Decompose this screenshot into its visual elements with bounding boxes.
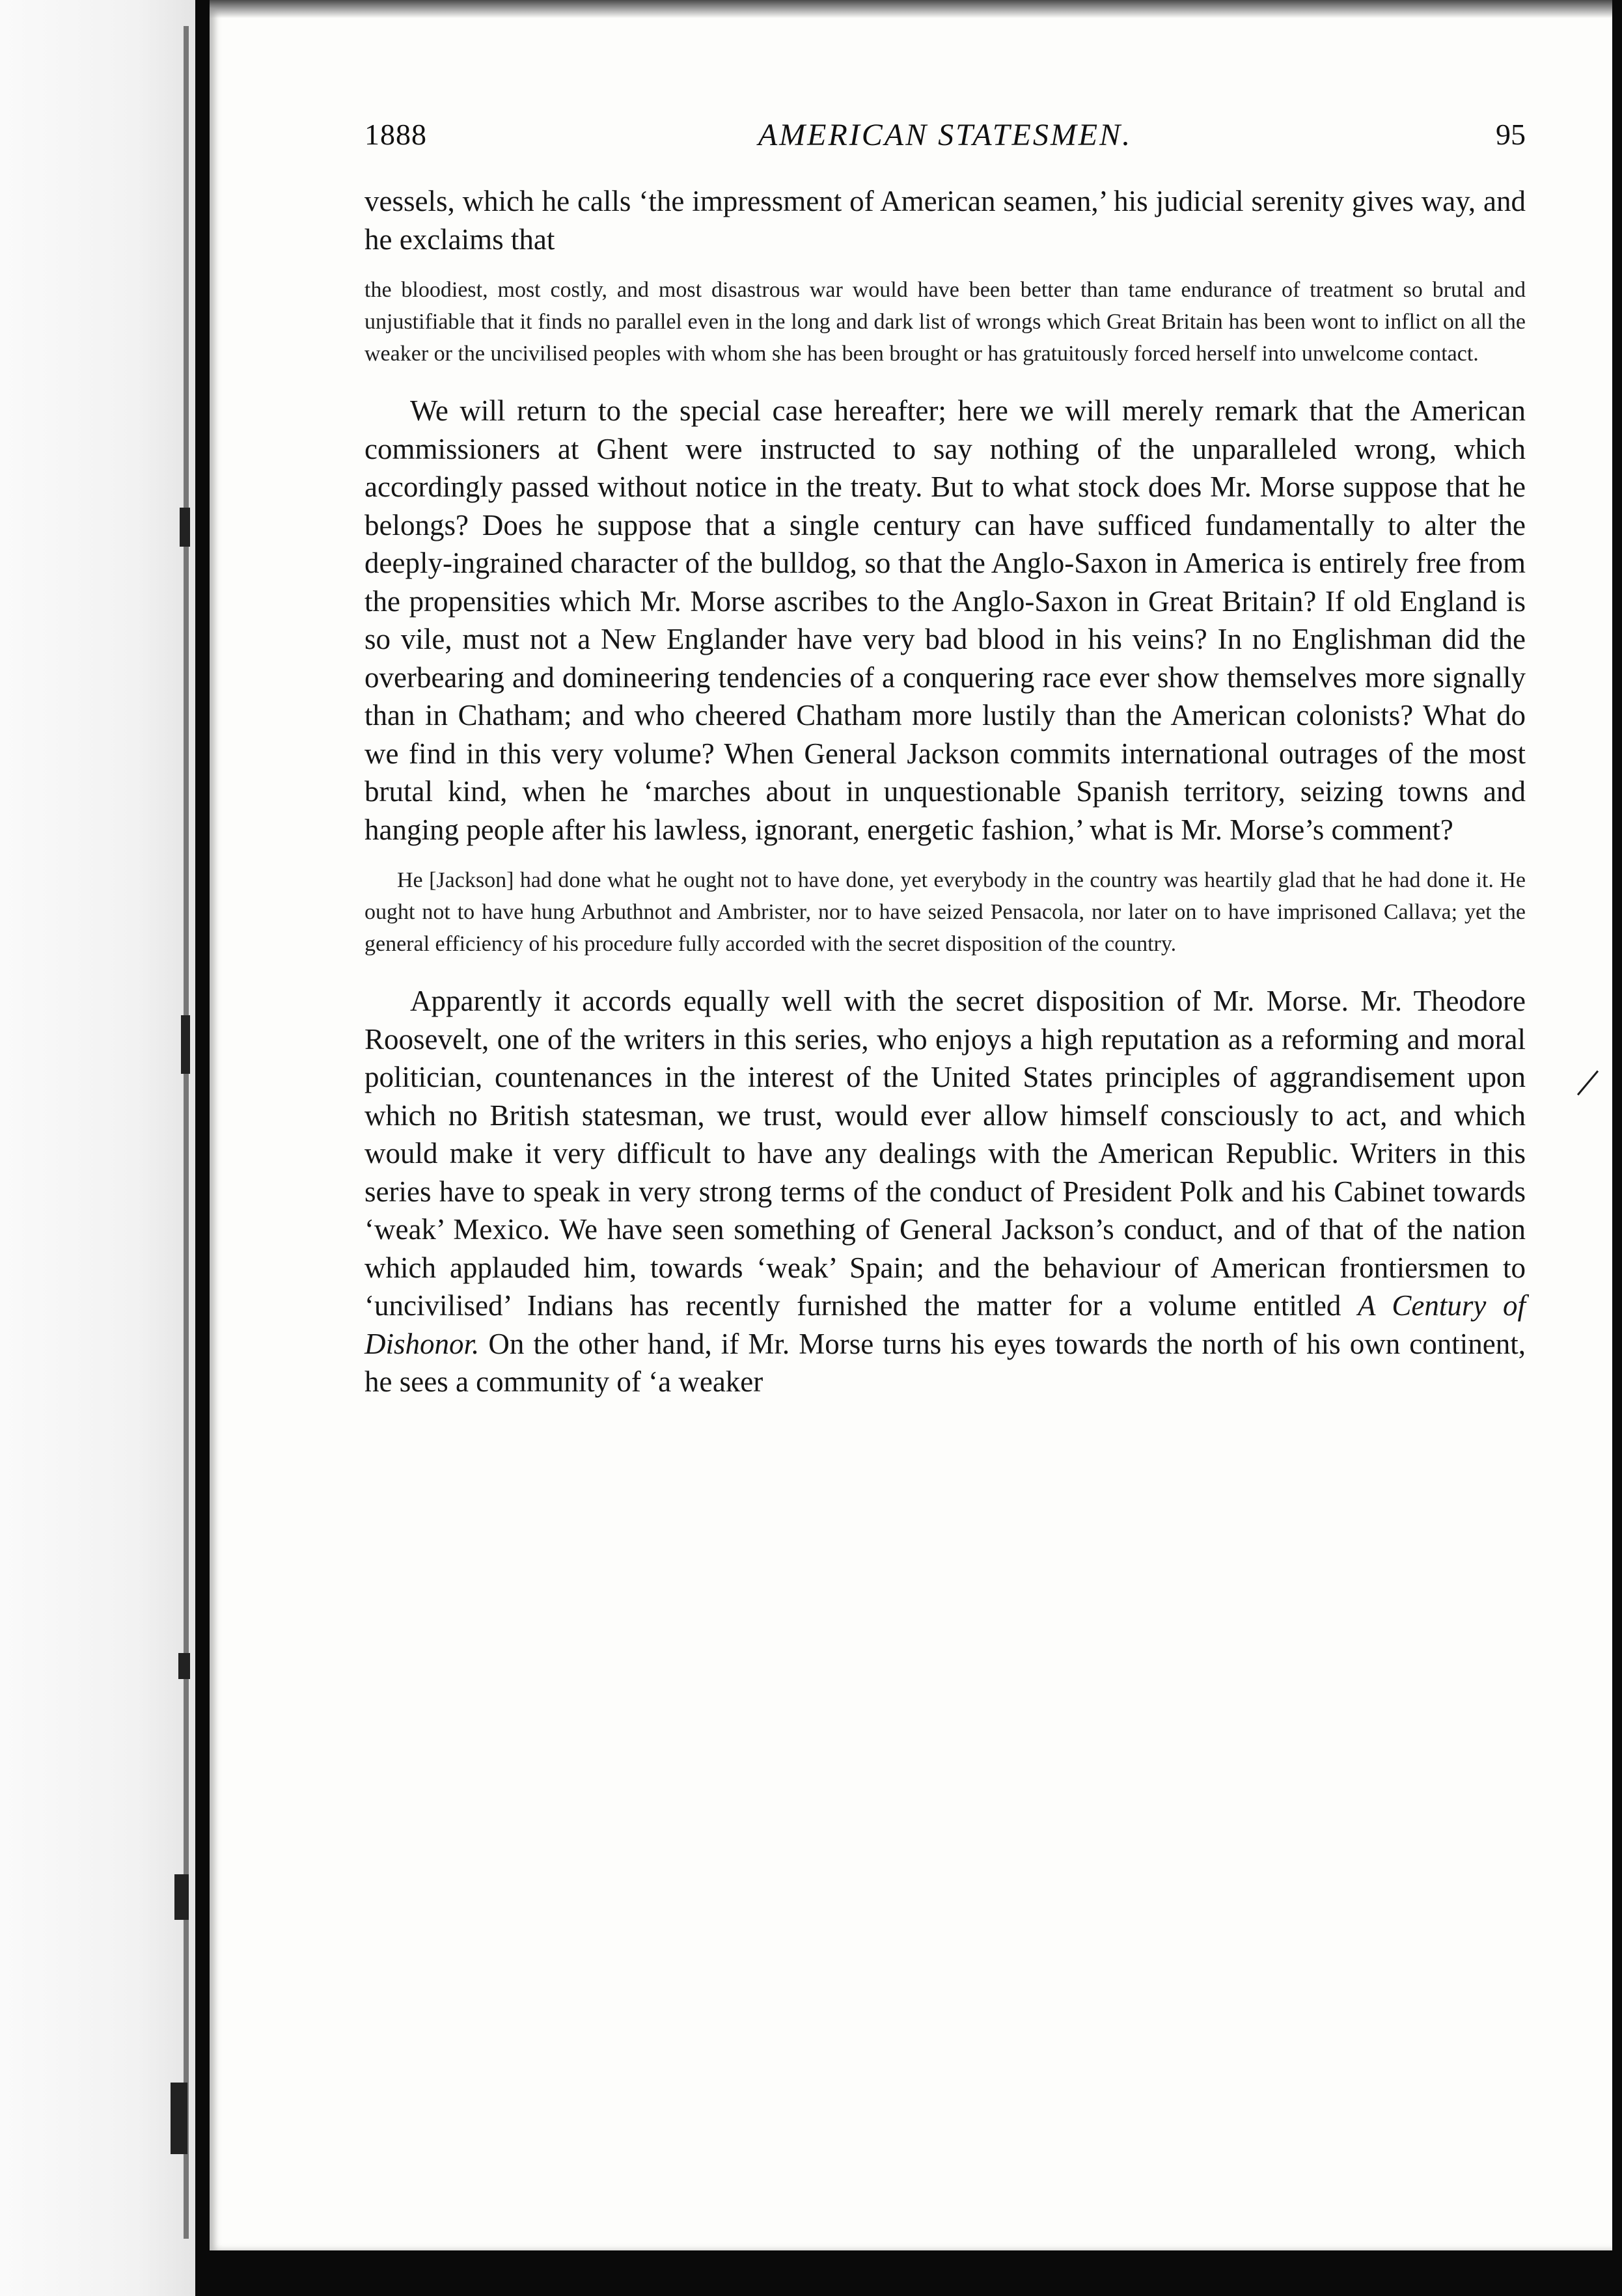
page-text bbox=[364, 182, 1526, 1413]
book-title: A Century of Dishonor. bbox=[364, 1289, 1526, 1360]
binding-mark bbox=[178, 1653, 190, 1679]
running-head bbox=[364, 117, 1526, 169]
book-page bbox=[210, 0, 1612, 2250]
binding-mark bbox=[180, 508, 190, 547]
block-quote-1: the bloodiest, most costly, and most disastrous war would have been better than tame endurance of treatment so brutal and unjustifiable that it finds no parallel even in the long and dark list of wrongs which Great Britain has been wont to inflict on all the weaker or the uncivilised peoples with whom she has been brought or has gratuitously forced herself into unwelcome contact. bbox=[364, 278, 1526, 366]
page-number: 95 bbox=[1496, 118, 1526, 151]
paragraph-3 bbox=[364, 982, 1526, 1401]
binding-mark bbox=[181, 1015, 190, 1074]
binding-mark bbox=[174, 1874, 189, 1920]
paragraph-3-text: Apparently it accords equally well with the secret disposition of Mr. Morse. Mr. Theodore Roosevelt, one of the writers in this series, who enjoys a high reputation as a reforming and moral politician, countenances in the interest of the United States principles of aggrandisement upon which no British statesman, we trust, would ever allow himself consciously to act, and which would make it very difficult to have any dealings with the American Republic. Writers in this series have to speak in very strong terms of the conduct of President Polk and his Cabinet towards ‘weak’ Mexico. We have seen something of General Jackson’s conduct, and of that of the nation which applauded him, towards ‘weak’ Spain; and the behaviour of American frontiersmen to ‘uncivilised’ Indians has recently furnished the matter for a volume entitled bbox=[364, 985, 1526, 1322]
block-quote-2: He [Jackson] had done what he ought not to have done, yet everybody in the country was heartily glad that he had done it. He ought not to have hung Arbuthnot and Ambrister, nor to have seized Pensacola, nor later on to have imprisoned Callava; yet the general efficiency of his procedure fully accorded with the secret disposition of the country. bbox=[364, 868, 1526, 956]
binding-mark bbox=[171, 2083, 187, 2154]
paragraph-2: We will return to the special case hereafter; here we will merely remark that the American commissioners at Ghent were instructed to say nothing of the unparalleled wrong, which accordingly passed without notice in the treaty. But to what stock does Mr. Morse suppose that he belongs? Does he suppose that a single century can have sufficed fundamentally to alter the deeply-ingrained character of the bulldog, so that the Anglo-Saxon in America is entirely free from the propensities which Mr. Morse ascribes to the Anglo-Saxon in Great Britain? If old England is so vile, must not a New Englander have very bad blood in his veins? In no Englishman did the overbearing and domineering tendencies of a conquering race ever show themselves more signally than in Chatham; and who cheered Chatham more lustily than the American colonists? What do we find in this very volume? When General Jackson commits international outrages of the most brutal kind, when he ‘marches about in unquestionable Spanish territory, seizing towns and hanging people after his lawless, ignorant, energetic fashion,’ what is Mr. Morse’s comment? bbox=[364, 394, 1526, 846]
paragraph-1: vessels, which he calls ‘the impressment of American seamen,’ his judicial serenity gives way, and he exclaims that bbox=[364, 185, 1526, 256]
scan-left-margin bbox=[0, 0, 195, 2296]
margin-mark bbox=[1577, 1071, 1599, 1096]
running-head-title: AMERICAN STATESMEN. bbox=[758, 118, 1133, 152]
running-head-year: 1888 bbox=[364, 118, 427, 151]
paragraph-3-continuation: On the other hand, if Mr. Morse turns his eyes towards the north of his own continent, he sees a community of ‘a weaker bbox=[364, 1327, 1526, 1398]
page-top-edge bbox=[210, 0, 1612, 18]
